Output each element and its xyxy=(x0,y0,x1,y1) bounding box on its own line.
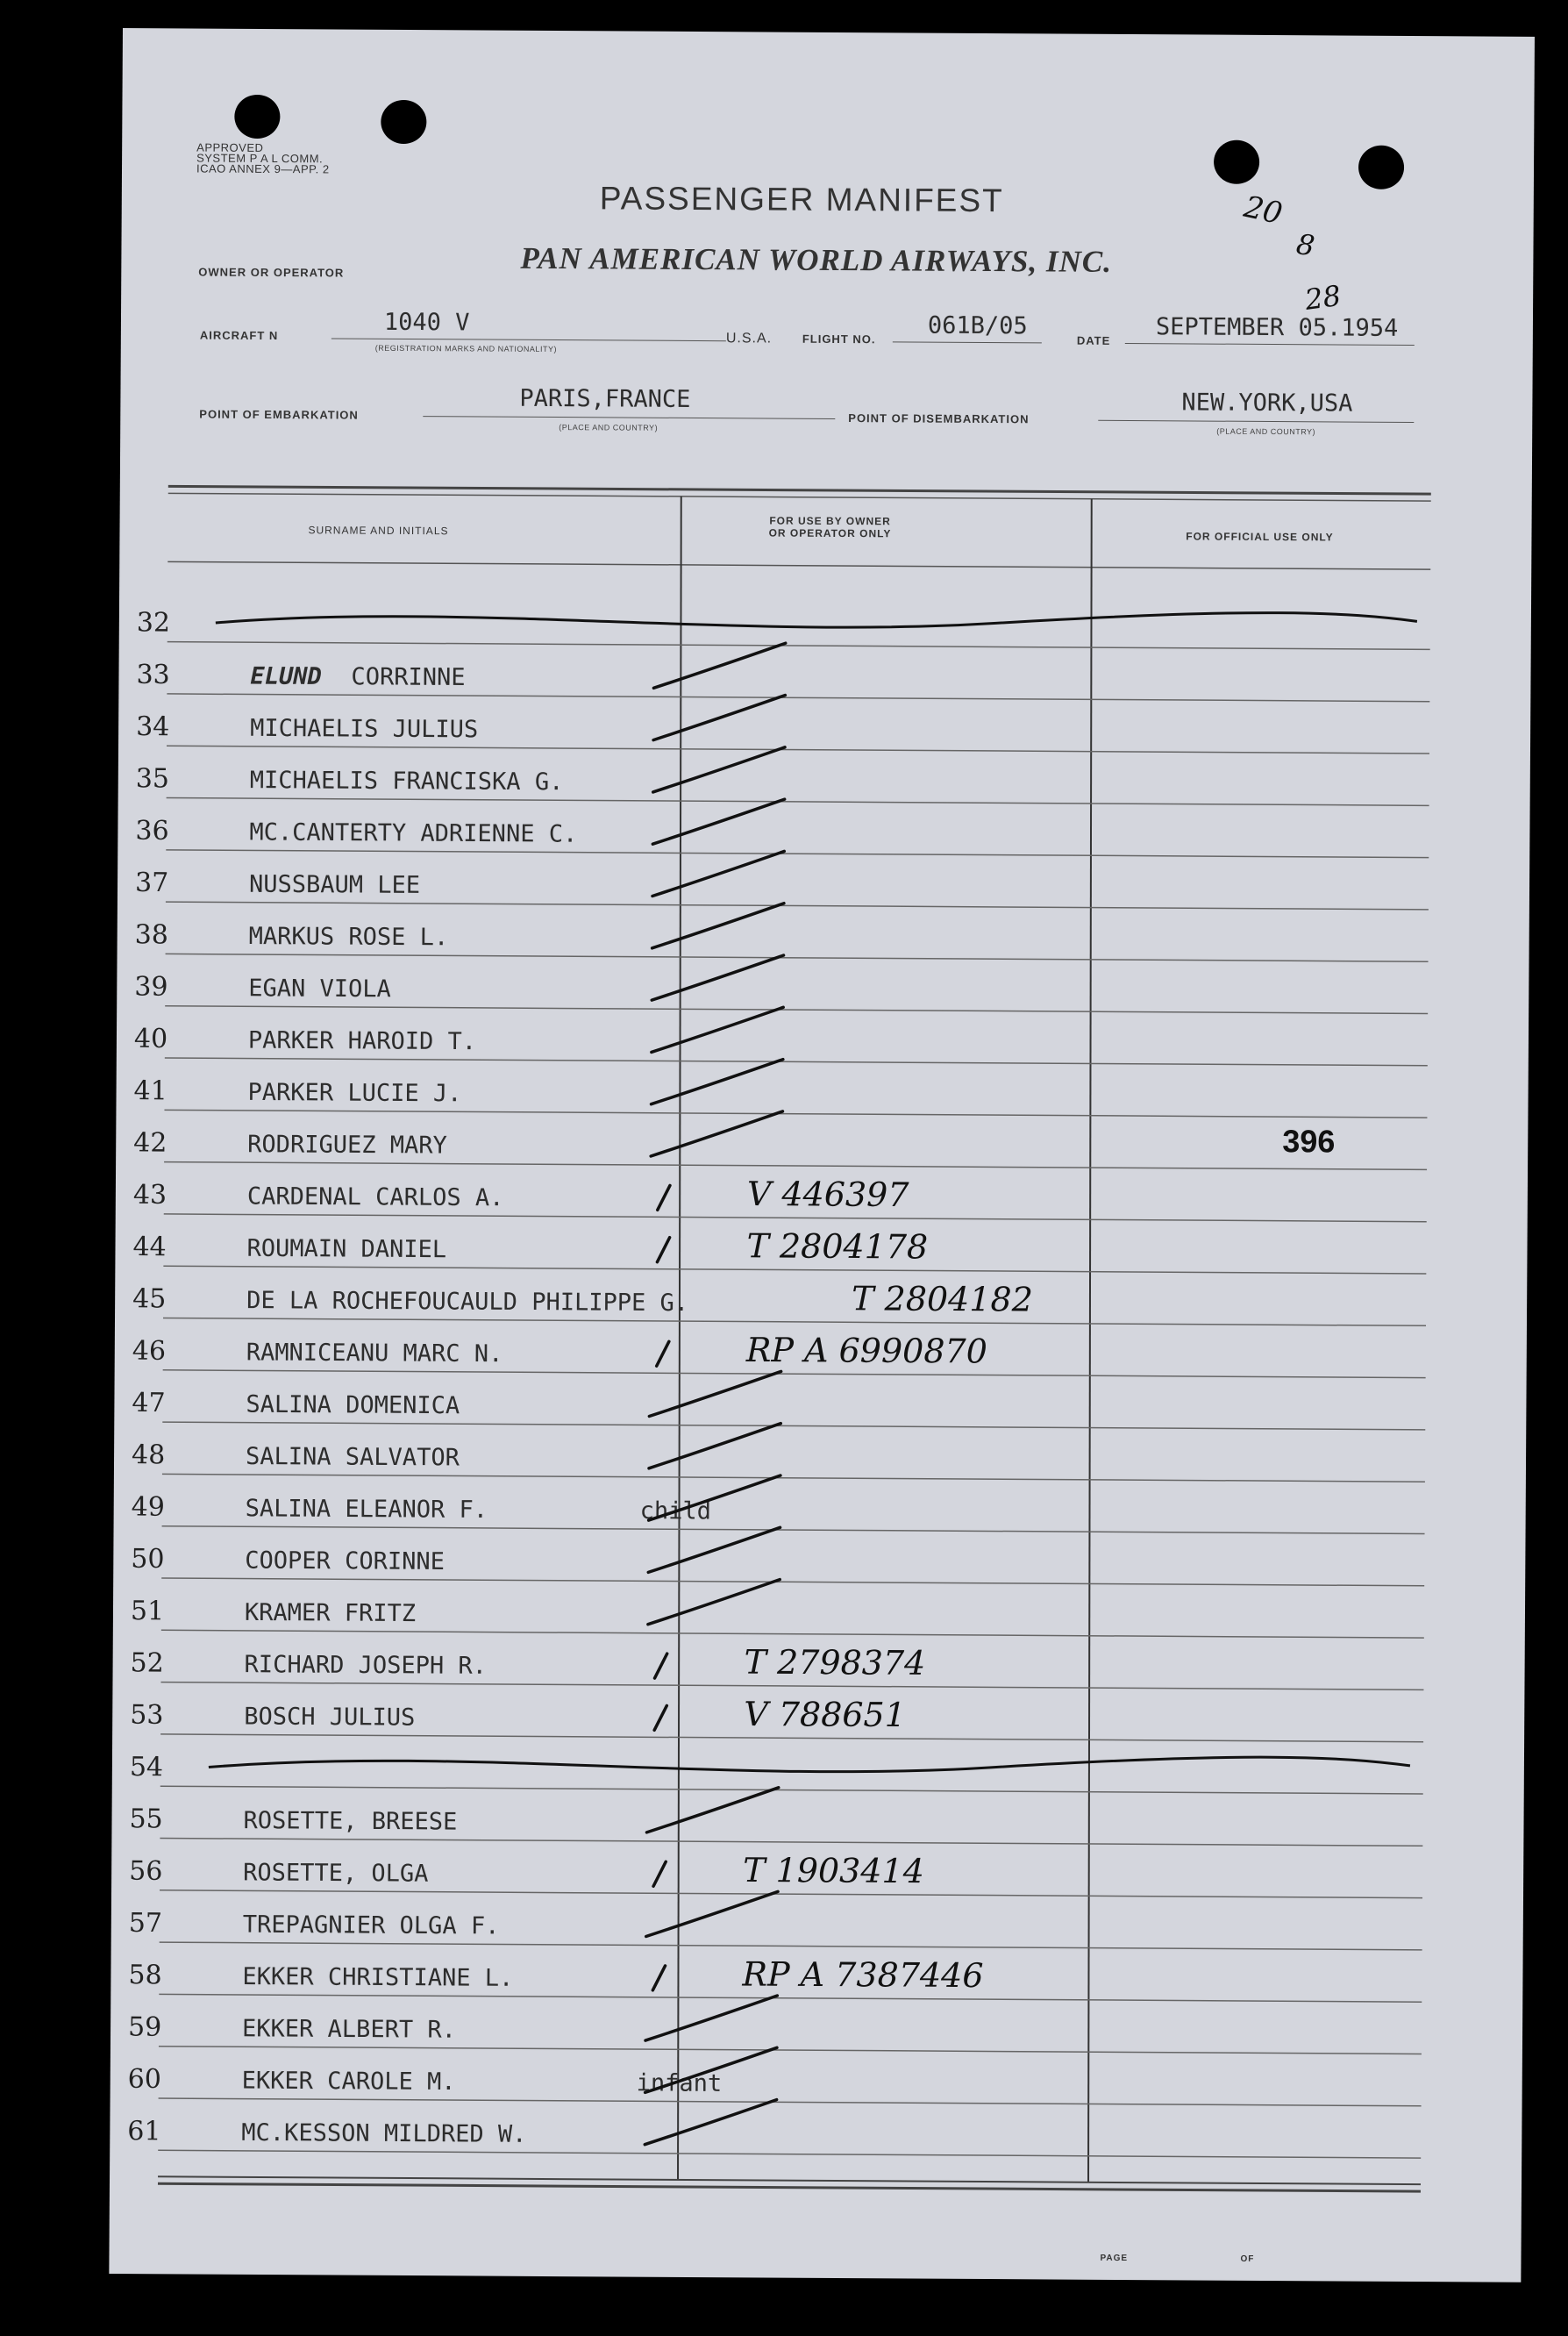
airline-name: PAN AMERICAN WORLD AIRWAYS, INC. xyxy=(520,240,1113,279)
passenger-name: CARDENAL CARLOS A. xyxy=(246,1182,504,1212)
check-tick xyxy=(657,1341,669,1366)
row-rule xyxy=(160,1734,1423,1742)
passport-number: RP A 6990870 xyxy=(745,1330,987,1371)
col-name-header: SURNAME AND INITIALS xyxy=(308,524,449,538)
row-number: 35 xyxy=(135,763,170,795)
row-rule xyxy=(166,902,1429,910)
row-number: 39 xyxy=(134,971,168,1003)
row-number: 44 xyxy=(132,1231,167,1263)
page-label: PAGE xyxy=(1100,2253,1129,2264)
passenger-name: MARKUS ROSE L. xyxy=(248,922,449,952)
row-number: 59 xyxy=(127,2011,162,2043)
passenger-note: infant xyxy=(636,2069,723,2097)
passenger-name: SALINA SALVATOR xyxy=(245,1442,460,1472)
passenger-name: ROSETTE, BREESE xyxy=(243,1807,458,1836)
row-number: 38 xyxy=(134,919,168,951)
strike-through-line xyxy=(209,1751,1410,1775)
page-title: PASSENGER MANIFEST xyxy=(599,180,1004,219)
row-rule xyxy=(164,1110,1427,1118)
flight-date: SEPTEMBER 05.1954 xyxy=(1155,313,1399,342)
row-number: 42 xyxy=(133,1127,167,1159)
passenger-name: MC.KESSON MILDRED W. xyxy=(241,2118,527,2148)
aircraft-label: AIRCRAFT N xyxy=(199,328,279,343)
passenger-name: SALINA ELEANOR F. xyxy=(245,1495,488,1524)
passenger-name: PARKER LUCIE J. xyxy=(247,1078,462,1108)
of-label: OF xyxy=(1240,2254,1255,2264)
row-rule xyxy=(160,1682,1423,1690)
row-number: 48 xyxy=(131,1439,166,1471)
row-number: 56 xyxy=(129,1855,163,1887)
approval-line: APPROVED xyxy=(196,140,264,154)
passenger-name: KRAMER FRITZ xyxy=(244,1598,417,1628)
approval-line: ICAO ANNEX 9—APP. 2 xyxy=(196,161,330,176)
check-tick xyxy=(658,1185,670,1210)
aircraft-number: 1040 V xyxy=(383,308,470,337)
passenger-name: RICHARD JOSEPH R. xyxy=(244,1651,488,1680)
row-number: 50 xyxy=(131,1543,165,1575)
passport-number: T 2798374 xyxy=(744,1642,926,1682)
row-rule xyxy=(160,1942,1422,1950)
passenger-name: EKKER CHRISTIANE L. xyxy=(242,1962,514,1992)
check-slash xyxy=(652,798,784,845)
passenger-name: MC.CANTERTY ADRIENNE C. xyxy=(249,818,578,848)
check-slash xyxy=(646,1890,778,1937)
check-slash xyxy=(652,1059,783,1105)
row-rule xyxy=(167,642,1430,650)
check-slash xyxy=(649,1423,780,1469)
embark-sub: (PLACE AND COUNTRY) xyxy=(559,423,659,432)
row-number: 36 xyxy=(135,815,169,847)
official-note: 396 xyxy=(1282,1123,1336,1160)
passenger-name: MICHAELIS FRANCISKA G. xyxy=(249,767,564,797)
disembark-label: POINT OF DISEMBARKATION xyxy=(848,411,1030,426)
passenger-name: PARKER HAROID T. xyxy=(247,1026,477,1056)
passport-number: V 788651 xyxy=(744,1694,906,1735)
corner-note: 28 xyxy=(1302,278,1343,317)
row-number: 60 xyxy=(127,2063,162,2096)
row-rule xyxy=(159,2047,1422,2054)
owner-label: OWNER OR OPERATOR xyxy=(198,265,345,280)
embark-place: PARIS,FRANCE xyxy=(519,384,691,413)
row-number: 33 xyxy=(136,659,170,690)
check-slash xyxy=(645,1995,777,2041)
header-rule xyxy=(168,486,1431,494)
row-rule xyxy=(166,850,1429,858)
passport-number: T 2804182 xyxy=(852,1279,1033,1319)
row-rule xyxy=(163,1370,1426,1378)
row-number: 54 xyxy=(129,1751,164,1783)
row-rule xyxy=(167,746,1429,754)
passenger-name: ROSETTE, OLGA xyxy=(243,1859,429,1888)
row-rule xyxy=(167,694,1429,702)
row-rule xyxy=(158,2150,1421,2158)
row-rule xyxy=(166,954,1429,961)
row-rule xyxy=(161,1630,1424,1638)
corner-note: 20 xyxy=(1240,189,1286,232)
row-rule xyxy=(162,1526,1425,1534)
row-number: 46 xyxy=(132,1335,167,1367)
passenger-name: CORRINNE xyxy=(351,663,466,691)
passport-number: T 1903414 xyxy=(743,1850,924,1891)
flight-number: 061B/05 xyxy=(927,311,1028,340)
col-owner-line: FOR USE BY OWNER xyxy=(769,514,891,528)
check-tick xyxy=(653,1861,666,1886)
disembark-place: NEW.YORK,USA xyxy=(1181,389,1353,418)
passport-number: RP A 7387446 xyxy=(742,1954,984,1996)
check-slash xyxy=(645,2099,776,2146)
check-tick xyxy=(655,1654,667,1678)
row-number: 57 xyxy=(128,1907,163,1940)
check-slash xyxy=(652,954,783,1001)
passenger-name: NUSSBAUM LEE xyxy=(248,870,421,899)
passenger-name: MICHAELIS JULIUS xyxy=(250,714,479,744)
check-tick xyxy=(654,1705,666,1730)
col-official-header: FOR OFFICIAL USE ONLY xyxy=(1186,530,1334,544)
check-slash xyxy=(653,695,785,741)
row-number: 37 xyxy=(134,867,169,899)
footer-rule xyxy=(158,2176,1421,2184)
manifest-page xyxy=(109,28,1535,2282)
passport-number: V 446397 xyxy=(746,1174,909,1215)
row-number: 49 xyxy=(131,1491,165,1523)
passenger-name: EGAN VIOLA xyxy=(248,975,391,1004)
row-rule xyxy=(167,798,1429,806)
row-number: 45 xyxy=(132,1283,167,1315)
passenger-name: EKKER ALBERT R. xyxy=(241,2015,457,2044)
check-slash xyxy=(652,851,784,897)
passenger-name: BOSCH JULIUS xyxy=(244,1703,416,1732)
passenger-name: DE LA ROCHEFOUCAULD PHILIPPE G. xyxy=(246,1287,689,1318)
check-tick xyxy=(652,1966,665,1990)
passenger-note: child xyxy=(639,1497,712,1525)
passenger-name: SALINA DOMENICA xyxy=(246,1390,460,1420)
row-rule xyxy=(160,1838,1422,1846)
date-label: DATE xyxy=(1076,333,1111,347)
header-rule xyxy=(168,493,1431,501)
row-number: 55 xyxy=(129,1804,163,1835)
row-number: 51 xyxy=(130,1596,165,1627)
strike-through-line xyxy=(216,606,1417,631)
check-slash xyxy=(652,903,784,949)
passenger-name: EKKER CAROLE M. xyxy=(241,2067,456,2097)
check-tick xyxy=(657,1238,669,1262)
embark-label: POINT OF EMBARKATION xyxy=(199,407,359,422)
check-slash xyxy=(652,1006,783,1053)
row-rule xyxy=(163,1266,1426,1274)
row-rule xyxy=(165,1058,1428,1066)
col-owner-line: OR OPERATOR ONLY xyxy=(768,526,892,540)
nationality: U.S.A. xyxy=(725,331,773,346)
header-bottom-rule xyxy=(167,561,1430,569)
check-slash xyxy=(651,1111,782,1157)
row-number: 47 xyxy=(132,1387,166,1419)
approval-line: SYSTEM P A L COMM. xyxy=(196,151,324,166)
row-rule xyxy=(159,2098,1422,2106)
row-number: 61 xyxy=(127,2116,161,2147)
row-number: 34 xyxy=(136,711,170,743)
check-slash xyxy=(653,642,785,689)
row-rule xyxy=(162,1422,1425,1430)
disembark-sub: (PLACE AND COUNTRY) xyxy=(1216,426,1316,437)
passenger-name: ROUMAIN DANIEL xyxy=(246,1234,447,1264)
row-number: 43 xyxy=(132,1179,167,1211)
footer-rule xyxy=(158,2183,1421,2191)
row-rule xyxy=(165,1006,1428,1014)
check-slash xyxy=(653,747,785,793)
passport-number: T 2804178 xyxy=(746,1226,929,1267)
row-number: 41 xyxy=(133,1075,167,1107)
check-slash xyxy=(649,1370,780,1417)
row-number: 52 xyxy=(130,1647,164,1679)
row-number: 32 xyxy=(136,607,171,639)
flight-label: FLIGHT NO. xyxy=(802,332,876,346)
passenger-name-prefix: ELUND xyxy=(250,662,322,690)
passenger-name: COOPER CORINNE xyxy=(245,1547,445,1575)
row-rule xyxy=(164,1214,1427,1222)
aircraft-sub: (REGISTRATION MARKS AND NATIONALITY) xyxy=(374,343,557,354)
passenger-name: RODRIGUEZ MARY xyxy=(247,1131,447,1160)
check-slash xyxy=(648,1526,780,1573)
row-rule xyxy=(160,1890,1422,1898)
row-rule xyxy=(163,1318,1426,1326)
corner-note: 8 xyxy=(1294,226,1317,263)
check-slash xyxy=(648,1579,780,1625)
row-rule xyxy=(162,1474,1425,1482)
row-rule xyxy=(161,1578,1424,1586)
manifest-table xyxy=(109,28,1535,2282)
row-number: 40 xyxy=(133,1023,168,1055)
check-slash xyxy=(646,1787,778,1833)
row-number: 53 xyxy=(130,1699,164,1731)
passenger-name: RAMNICEANU MARC N. xyxy=(246,1339,503,1368)
row-rule xyxy=(164,1162,1427,1170)
row-rule xyxy=(159,1994,1422,2002)
row-number: 58 xyxy=(128,1960,162,1991)
row-rule xyxy=(160,1786,1423,1794)
passenger-name: TREPAGNIER OLGA F. xyxy=(242,1911,500,1940)
